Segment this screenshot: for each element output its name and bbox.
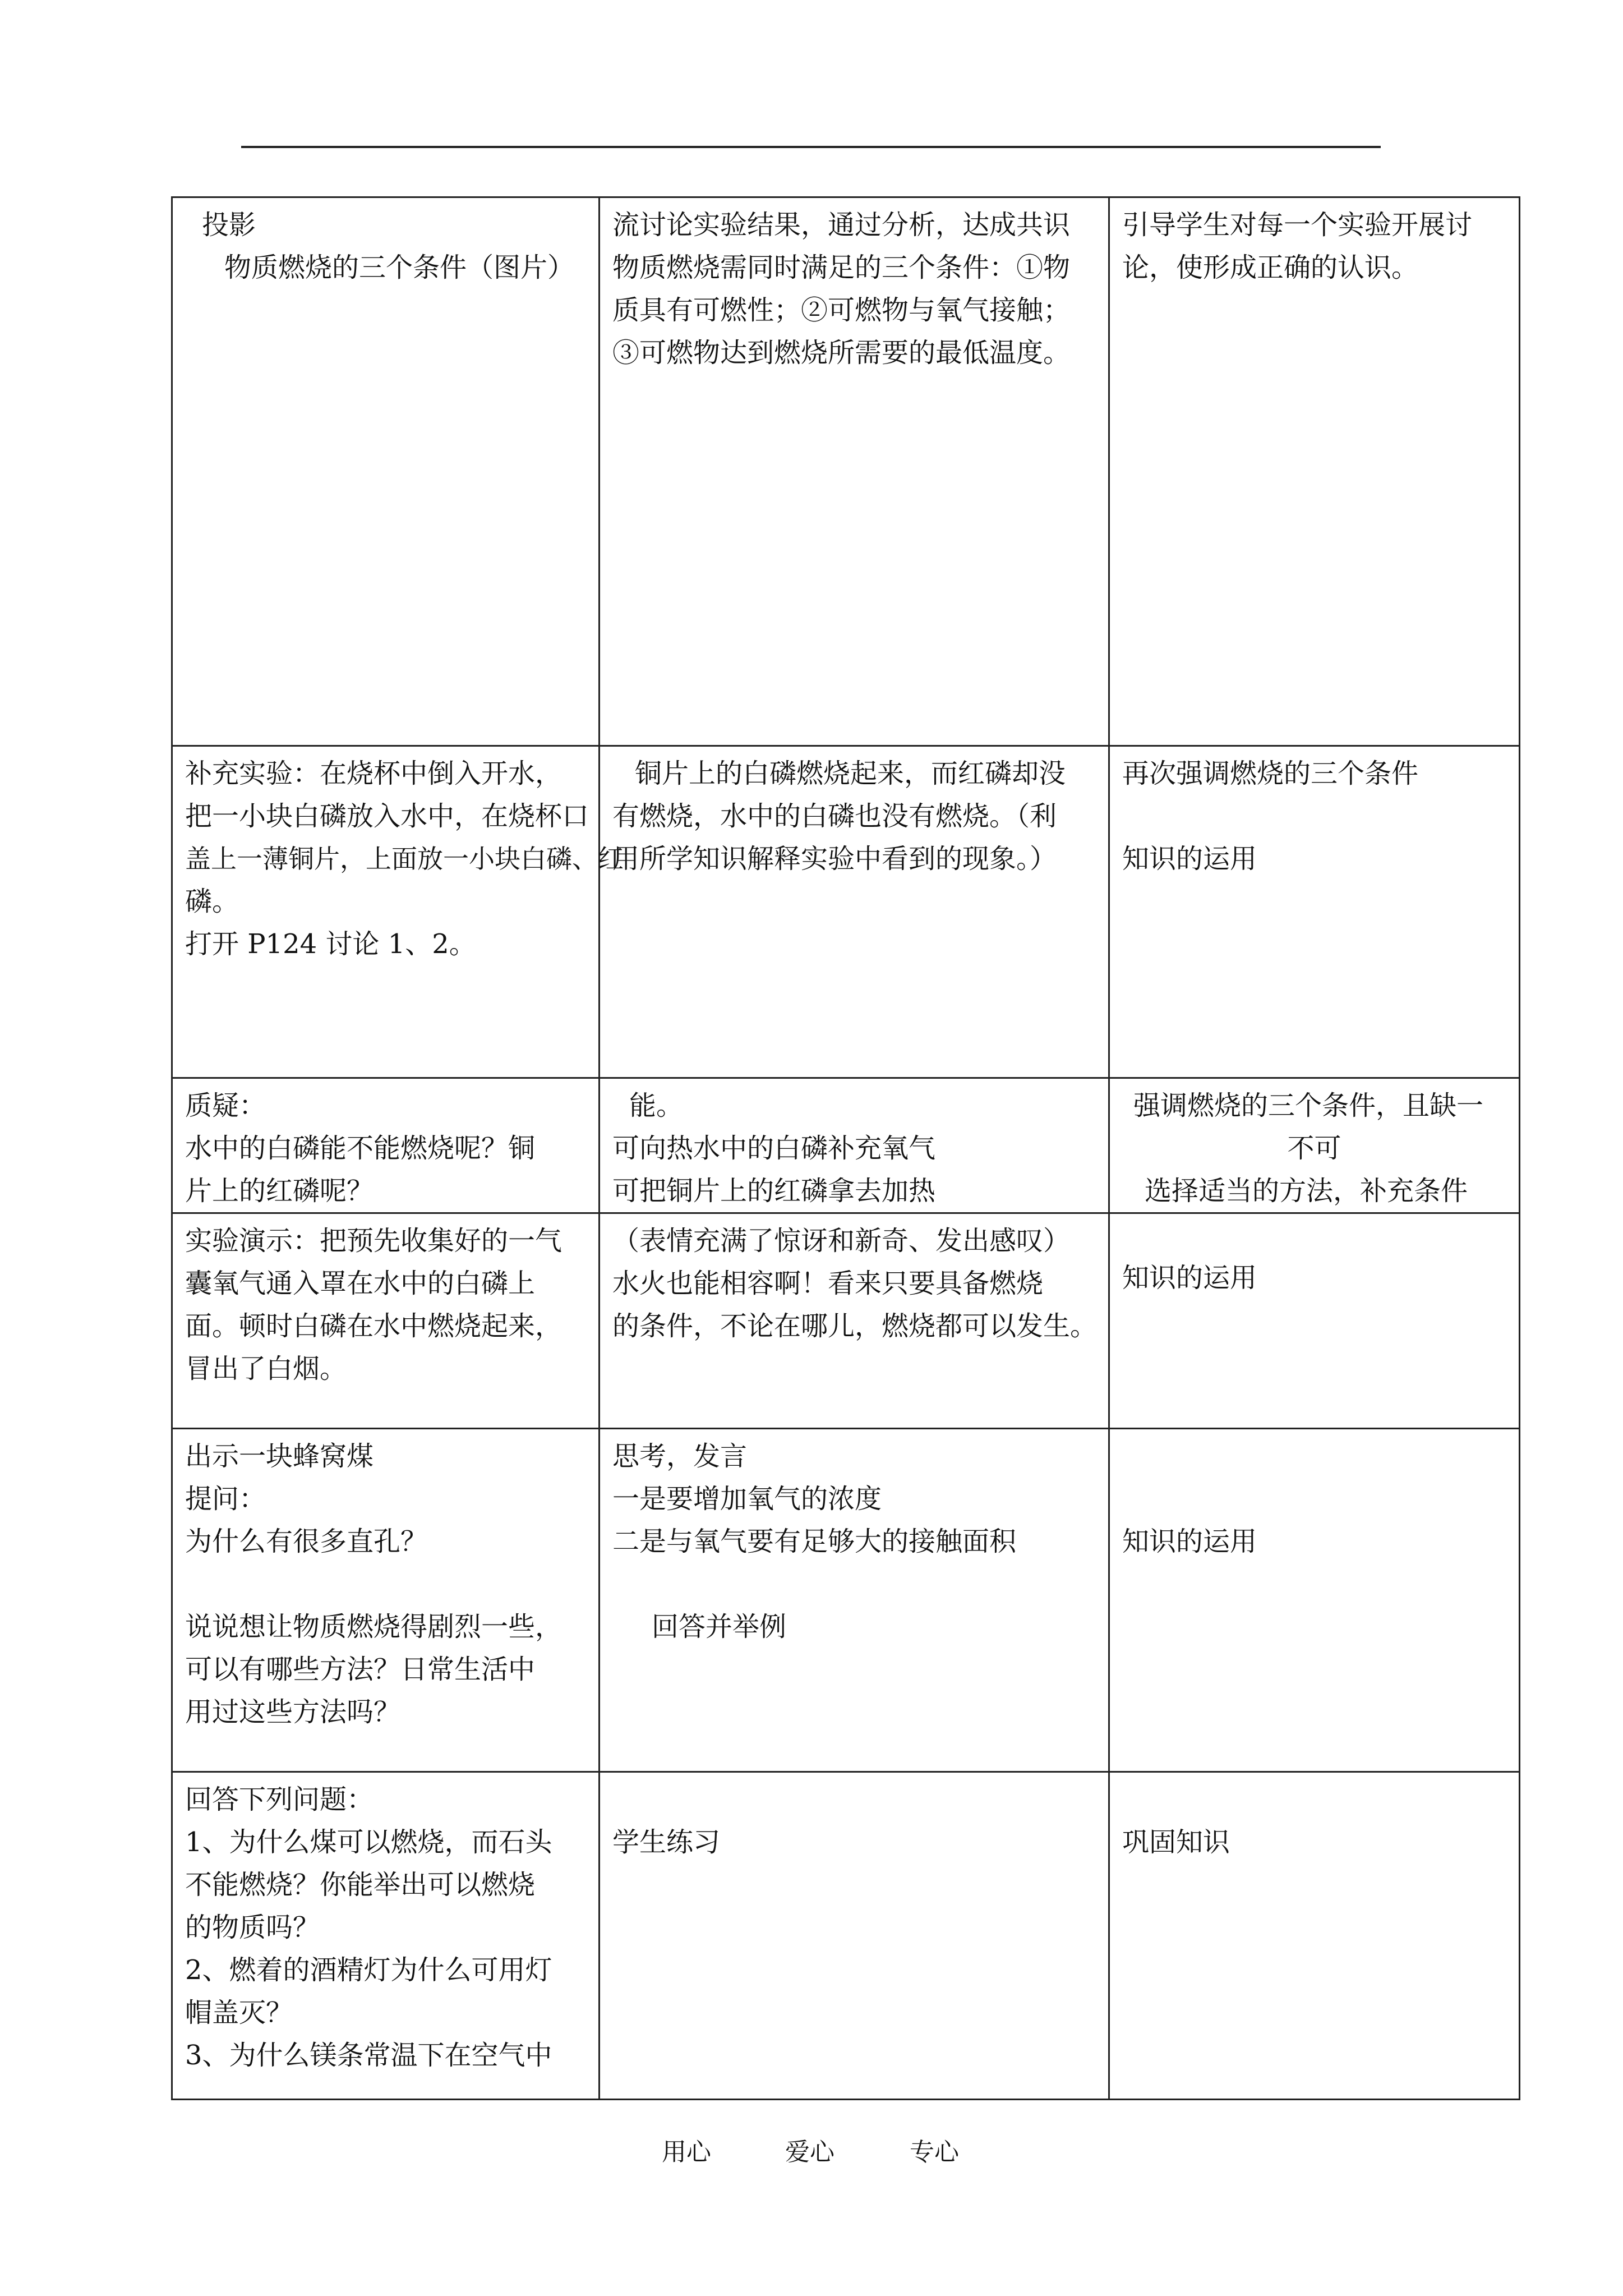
cell-text: 可把铜片上的红磷拿去加热 bbox=[612, 1175, 936, 1207]
cell-text: 流讨论实验结果，通过分析，达成共识 bbox=[612, 209, 1071, 241]
cell-text: 不可 bbox=[1287, 1133, 1341, 1164]
student-activity-cell bbox=[600, 1213, 1109, 1429]
cell-text: 选择适当的方法，补充条件 bbox=[1145, 1175, 1468, 1207]
cell-text: 质具有可燃性；②可燃物与氧气接触； bbox=[612, 295, 1071, 326]
cell-text: 用过这些方法吗？ bbox=[185, 1696, 401, 1728]
teacher-activity-cell bbox=[172, 746, 624, 1078]
teacher-activity-cell bbox=[172, 1078, 600, 1213]
cell-text: 思考，发言 bbox=[612, 1441, 748, 1472]
cell-text: 学生练习 bbox=[612, 1826, 721, 1858]
cell-text: 帽盖灭？ bbox=[185, 1997, 293, 2028]
student-activity-cell bbox=[600, 746, 1109, 1078]
cell-text: 3、为什么镁条常温下在空气中 bbox=[185, 2040, 552, 2071]
table-row bbox=[172, 1078, 1520, 1213]
cell-text: 回答并举例 bbox=[652, 1611, 787, 1642]
lesson-plan-table bbox=[171, 196, 1520, 2100]
design-intent-cell bbox=[1109, 746, 1520, 1078]
cell-text: 巩固知识 bbox=[1122, 1826, 1230, 1858]
cell-text: 2、燃着的酒精灯为什么可用灯 bbox=[185, 1954, 552, 1986]
student-activity-cell bbox=[600, 1078, 1109, 1213]
cell-text: 引导学生对每一个实验开展讨 bbox=[1122, 209, 1473, 241]
footer-text-left: 用心 bbox=[662, 2138, 711, 2166]
design-intent-cell bbox=[1109, 1772, 1520, 2100]
teacher-activity-cell bbox=[172, 1429, 600, 1772]
cell-text: 水中的白磷能不能燃烧呢？铜 bbox=[185, 1133, 536, 1164]
cell-text: 可以有哪些方法？日常生活中 bbox=[185, 1654, 536, 1685]
table-row bbox=[172, 1429, 1520, 1772]
cell-text: 一是要增加氧气的浓度 bbox=[612, 1483, 882, 1515]
teacher-activity-cell bbox=[172, 1213, 600, 1429]
cell-text: 用所学知识解释实验中看到的现象。） bbox=[612, 843, 1057, 875]
footer-text-middle: 爱心 bbox=[785, 2138, 834, 2166]
cell-text: 回答下列问题： bbox=[185, 1784, 374, 1815]
cell-text: 的物质吗？ bbox=[185, 1912, 320, 1943]
cell-text: 质疑： bbox=[185, 1090, 266, 1121]
student-activity-cell bbox=[600, 1429, 1109, 1772]
cell-text: 实验演示：把预先收集好的一气 bbox=[185, 1225, 562, 1257]
cell-text: 面。顿时白磷在水中燃烧起来， bbox=[185, 1310, 562, 1342]
teacher-activity-cell bbox=[172, 197, 600, 746]
table-row bbox=[172, 197, 1520, 746]
cell-text: 盖上一薄铜片，上面放一小块白磷、红 bbox=[185, 844, 624, 874]
table-row bbox=[172, 1213, 1520, 1429]
cell-text: 打开 P124 讨论 1、2。 bbox=[185, 928, 476, 960]
cell-text: 强调燃烧的三个条件，且缺一 bbox=[1133, 1090, 1484, 1121]
design-intent-cell bbox=[1109, 1429, 1520, 1772]
cell-text: 二是与氧气要有足够大的接触面积 bbox=[612, 1526, 1017, 1557]
footer-text-right: 专心 bbox=[910, 2138, 959, 2166]
design-intent-cell bbox=[1109, 1078, 1520, 1213]
header-rule bbox=[241, 146, 1381, 148]
cell-text: 冒出了白烟。 bbox=[185, 1353, 347, 1384]
cell-text: （表情充满了惊讶和新奇、发出感叹） bbox=[612, 1225, 1071, 1257]
student-activity-cell bbox=[600, 197, 1109, 746]
cell-text: 囊氧气通入罩在水中的白磷上 bbox=[185, 1268, 536, 1299]
cell-text: 补充实验：在烧杯中倒入开水， bbox=[185, 758, 562, 789]
cell-text: 知识的运用 bbox=[1122, 843, 1257, 875]
cell-text: 物质燃烧的三个条件（图片） bbox=[224, 252, 575, 283]
design-intent-cell bbox=[1109, 1213, 1520, 1429]
cell-text: 投影 bbox=[202, 209, 256, 241]
table-row bbox=[172, 746, 1520, 1078]
cell-text: 知识的运用 bbox=[1122, 1526, 1257, 1557]
cell-text: 为什么有很多直孔？ bbox=[185, 1526, 428, 1557]
cell-text: 出示一块蜂窝煤 bbox=[185, 1441, 374, 1472]
cell-text: 磷。 bbox=[185, 886, 239, 917]
cell-text: 能。 bbox=[629, 1090, 684, 1121]
student-activity-cell bbox=[600, 1772, 1109, 2100]
cell-text: 片上的红磷呢？ bbox=[185, 1175, 374, 1207]
cell-text: 1、为什么煤可以燃烧，而石头 bbox=[185, 1826, 552, 1858]
cell-text: 论，使形成正确的认识。 bbox=[1122, 252, 1419, 283]
cell-text: 说说想让物质燃烧得剧烈一些， bbox=[185, 1611, 562, 1642]
cell-text: 物质燃烧需同时满足的三个条件：①物 bbox=[612, 252, 1071, 283]
cell-text: 知识的运用 bbox=[1122, 1262, 1257, 1294]
cell-text: 可向热水中的白磷补充氧气 bbox=[612, 1133, 936, 1164]
cell-text: 不能燃烧？你能举出可以燃烧 bbox=[185, 1869, 536, 1901]
page-footer bbox=[0, 2132, 1623, 2165]
cell-text: 再次强调燃烧的三个条件 bbox=[1122, 758, 1419, 789]
cell-text: 水火也能相容啊！看来只要具备燃烧 bbox=[612, 1268, 1044, 1299]
cell-text: 的条件，不论在哪儿，燃烧都可以发生。 bbox=[612, 1310, 1098, 1342]
cell-text: 有燃烧，水中的白磷也没有燃烧。（利 bbox=[612, 800, 1057, 832]
cell-text: 铜片上的白磷燃烧起来，而红磷却没 bbox=[635, 758, 1066, 789]
cell-text: 把一小块白磷放入水中，在烧杯口 bbox=[185, 800, 589, 832]
cell-text: 提问： bbox=[185, 1483, 266, 1515]
table-row bbox=[172, 1772, 1520, 2100]
design-intent-cell bbox=[1109, 197, 1520, 746]
cell-text: ③可燃物达到燃烧所需要的最低温度。 bbox=[612, 337, 1071, 369]
teacher-activity-cell bbox=[172, 1772, 600, 2100]
